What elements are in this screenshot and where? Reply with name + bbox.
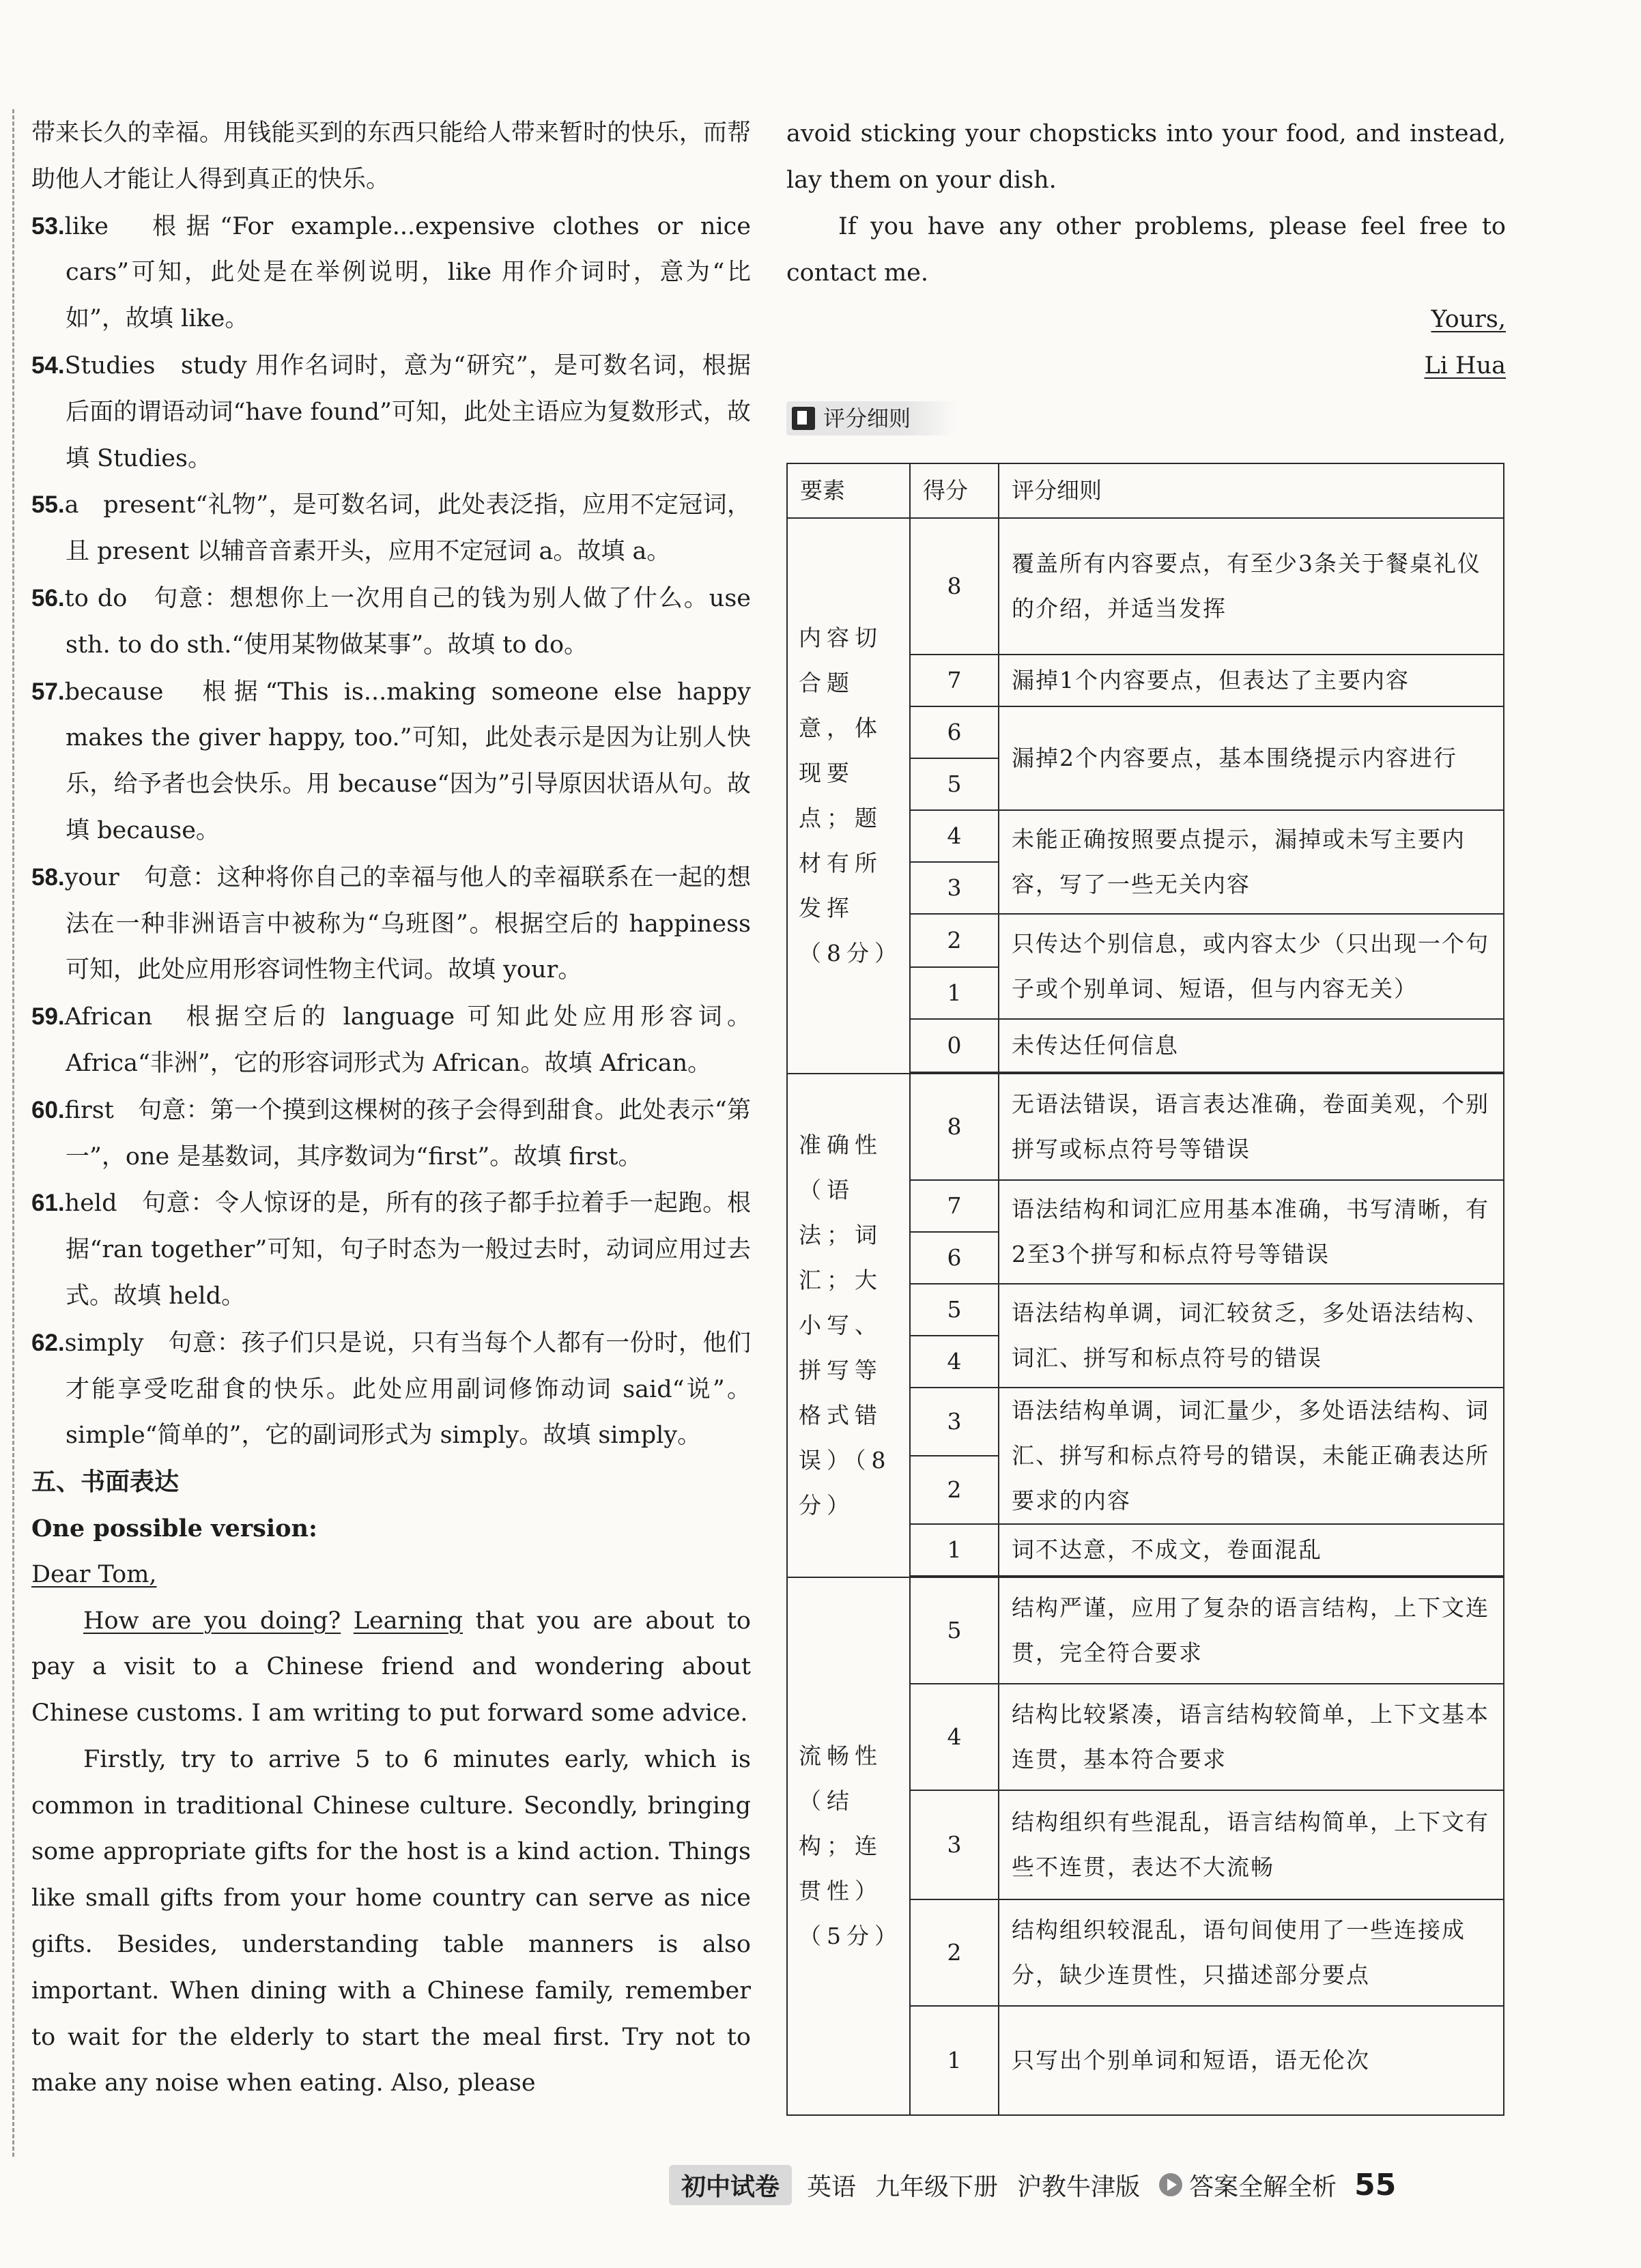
answer-number: 55. [31, 491, 65, 519]
criteria-cell: 语法结构和词汇应用基本准确，书写清晰，有2至3个拼写和标点符号等错误 [999, 1180, 1504, 1284]
header-criteria: 评分细则 [999, 463, 1504, 518]
answer-number: 58. [31, 863, 65, 891]
criteria-cell: 结构组织有些混乱，语言结构简单，上下文有些不连贯，表达不大流畅 [999, 1790, 1504, 1899]
salutation: Dear Tom, [31, 1560, 157, 1588]
letter-para-2-continued: avoid sticking your chopsticks into your food, and instead, lay them on your dish. [786, 120, 1506, 194]
criteria-cell: 覆盖所有内容要点，有至少3条关于餐桌礼仪的介绍，并适当发挥 [999, 518, 1504, 655]
score-cell: 4 [910, 1684, 999, 1790]
score-cell: 5 [910, 758, 999, 810]
answer-explanation: your 句意：这种将你自己的幸福与他人的幸福联系在一起的想法在一种非洲语言中被称为“乌班图”。根据空后的 happiness 可知，此处应用形容词性物主代词。故填 your。 [64, 863, 751, 984]
document-icon [792, 407, 815, 430]
answer-item [31, 482, 751, 575]
brand-label: 初中试卷 [669, 2165, 792, 2205]
criteria-cell: 只传达个别信息，或内容太少（只出现一个句子或个别单词、短语，但与内容无关） [999, 914, 1504, 1019]
criteria-cell: 结构严谨，应用了复杂的语言结构，上下文连贯，完全符合要求 [999, 1577, 1504, 1684]
score-cell: 3 [910, 1388, 999, 1456]
header-element: 要素 [787, 463, 910, 518]
criteria-cell: 结构比较紧凑，语言结构较简单，上下文基本连贯，基本符合要求 [999, 1684, 1504, 1790]
underlined-phrase: How are you doing? [83, 1607, 341, 1635]
score-cell: 1 [910, 2006, 999, 2115]
grade: 九年级下册 [875, 2172, 999, 2201]
score-cell: 7 [910, 655, 999, 706]
criteria-cell: 漏掉2个内容要点，基本围绕提示内容进行 [999, 706, 1504, 810]
table-header-row [787, 463, 1504, 518]
answer-item [31, 343, 751, 482]
criteria-cell: 结构组织较混乱，语句间使用了一些连接成分，缺少连贯性，只描述部分要点 [999, 1899, 1504, 2006]
answer-item [31, 669, 751, 855]
score-cell: 6 [910, 706, 999, 758]
score-cell: 3 [910, 862, 999, 914]
answer-label: 答案全解全析 [1189, 2172, 1337, 2201]
answer-explanation: first 句意：第一个摸到这棵树的孩子会得到甜食。此处表示“第一”，one 是基数词，其序数词为“first”。故填 first。 [64, 1096, 751, 1171]
answer-number: 59. [31, 1003, 65, 1031]
play-icon [1159, 2173, 1182, 2196]
answer-list [31, 203, 751, 1460]
score-cell: 4 [910, 1336, 999, 1388]
answer-item [31, 203, 751, 343]
answer-item [31, 994, 751, 1087]
score-cell: 0 [910, 1019, 999, 1072]
answer-item [31, 855, 751, 994]
answer-number: 54. [31, 351, 65, 379]
answer-explanation: Studies study 用作名词时，意为“研究”，是可数名词，根据后面的谓语动词“have found”可知，此处主语应为复数形式，故填 Studies。 [64, 351, 751, 472]
table-row [787, 1074, 1504, 1180]
right-column [786, 111, 1506, 435]
score-cell: 5 [910, 1284, 999, 1336]
score-cell: 4 [910, 810, 999, 862]
element-fluency: 流畅性（结构；连贯性）（5分） [787, 1577, 910, 2115]
score-cell: 2 [910, 1899, 999, 2006]
criteria-cell: 无语法错误，语言表达准确，卷面美观，个别拼写或标点符号等错误 [999, 1074, 1504, 1180]
score-cell: 5 [910, 1577, 999, 1684]
score-cell: 3 [910, 1790, 999, 1899]
score-cell: 6 [910, 1232, 999, 1284]
scoring-heading [786, 401, 957, 435]
score-cell: 2 [910, 914, 999, 967]
scoring-table [786, 463, 1504, 2116]
score-cell: 2 [910, 1456, 999, 1524]
underlined-word: Learning [353, 1607, 463, 1635]
score-cell: 8 [910, 1074, 999, 1180]
answer-number: 53. [31, 212, 65, 240]
answer-explanation: to do 句意：想想你上一次用自己的钱为别人做了什么。use sth. to do sth.“使用某物做某事”。故填 to do。 [64, 584, 751, 659]
criteria-cell: 词不达意，不成文，卷面混乱 [999, 1524, 1504, 1576]
page-number: 55 [1354, 2167, 1397, 2202]
letter-signature: Li Hua [1424, 352, 1506, 379]
score-cell: 8 [910, 518, 999, 655]
letter-para-3: If you have any other problems, please feel free to contact me. [786, 213, 1506, 287]
page-footer [669, 2162, 1396, 2207]
letter-closing: Yours, [1431, 306, 1506, 333]
answer-explanation: held 句意：令人惊讶的是，所有的孩子都手拉着手一起跑。根据“ran together”可知，句子时态为一般过去时，动词应用过去式。故填 held。 [64, 1190, 751, 1310]
answer-item [31, 1180, 751, 1319]
element-content: 内容切合题意，体现要点；题材有所发挥（8分） [787, 518, 910, 1074]
answer-number: 60. [31, 1096, 65, 1123]
answer-explanation: because 根据“This is...making someone else happy makes the giver happy, too.”可知，此处表示是因为让别人快乐，给予者也会快乐。用 because“因为”引导原因状语从句。故填 because。 [64, 678, 751, 844]
table-row [787, 518, 1504, 655]
answer-number: 57. [31, 678, 65, 705]
answer-explanation: simply 句意：孩子们只是说，只有当每个人都有一份时，他们才能享受吃甜食的快乐。此处应用副词修饰动词 said“说”。simple“简单的”，它的副词形式为 simply。故填 simply。 [64, 1329, 751, 1450]
answer-number: 61. [31, 1190, 65, 1217]
criteria-cell: 语法结构单调，词汇量少，多处语法结构、词汇、拼写和标点符号的错误，未能正确表达所要求的内容 [999, 1388, 1504, 1524]
criteria-cell: 只写出个别单词和短语，语无伦次 [999, 2006, 1504, 2115]
answer-explanation: African 根据空后的 language 可知此处应用形容词。Africa“非洲”，它的形容词形式为 African。故填 African。 [64, 1003, 751, 1077]
criteria-cell: 未能正确按照要点提示，漏掉或未写主要内容，写了一些无关内容 [999, 810, 1504, 914]
criteria-cell: 漏掉1个内容要点，但表达了主要内容 [999, 655, 1504, 706]
left-column [31, 111, 751, 2107]
answer-number: 62. [31, 1329, 65, 1356]
answer-number: 56. [31, 584, 65, 612]
intro-text: 带来长久的幸福。用钱能买到的东西只能给人带来暂时的快乐，而帮助他人才能让人得到真正的快乐。 [31, 119, 751, 193]
answer-item [31, 1087, 751, 1181]
subject: 英语 [807, 2172, 857, 2201]
table-row [787, 1577, 1504, 1684]
answer-explanation: a present“礼物”，是可数名词，此处表泛指，应用不定冠词，且 present 以辅音音素开头，应用不定冠词 a。故填 a。 [64, 491, 751, 566]
score-cell: 1 [910, 967, 999, 1019]
score-cell: 7 [910, 1180, 999, 1232]
binding-dashed-line [12, 109, 14, 2157]
header-score: 得分 [910, 463, 999, 518]
edition: 沪教牛津版 [1017, 2172, 1141, 2201]
letter-para-1 [31, 1598, 751, 1737]
section-title: 五、书面表达 [31, 1468, 180, 1497]
answer-item [31, 575, 751, 669]
criteria-cell: 未传达任何信息 [999, 1019, 1504, 1072]
para1-rest: that you are about to pay a visit to a Chinese friend and wondering about Chinese customs. I am writing to put forward some advice. [31, 1607, 751, 1727]
answer-explanation: like 根据“For example...expensive clothes or nice cars”可知，此处是在举例说明，like 用作介词时，意为“比如”，故填 like。 [64, 212, 751, 333]
letter-para-2: Firstly, try to arrive 5 to 6 minutes early, which is common in traditional Chinese culture. Secondly, bringing some appropriate gifts for the host is a kind action. Things like small gifts from your home country can serve as nice gifts. Besides, understanding table manners is also important. When dining with a Chinese family, remember to wait for the elderly to start the meal first. Try not to make any noise when eating. Also, please [31, 1745, 751, 2097]
answer-item [31, 1320, 751, 1459]
scoring-title: 评分细则 [823, 405, 911, 431]
element-accuracy: 准确性（语法；词汇；大小写、拼写等格式错误）（8分） [787, 1074, 910, 1577]
score-cell: 1 [910, 1524, 999, 1576]
version-label: One possible version: [31, 1514, 317, 1542]
criteria-cell: 语法结构单调，词汇较贫乏，多处语法结构、词汇、拼写和标点符号的错误 [999, 1284, 1504, 1388]
